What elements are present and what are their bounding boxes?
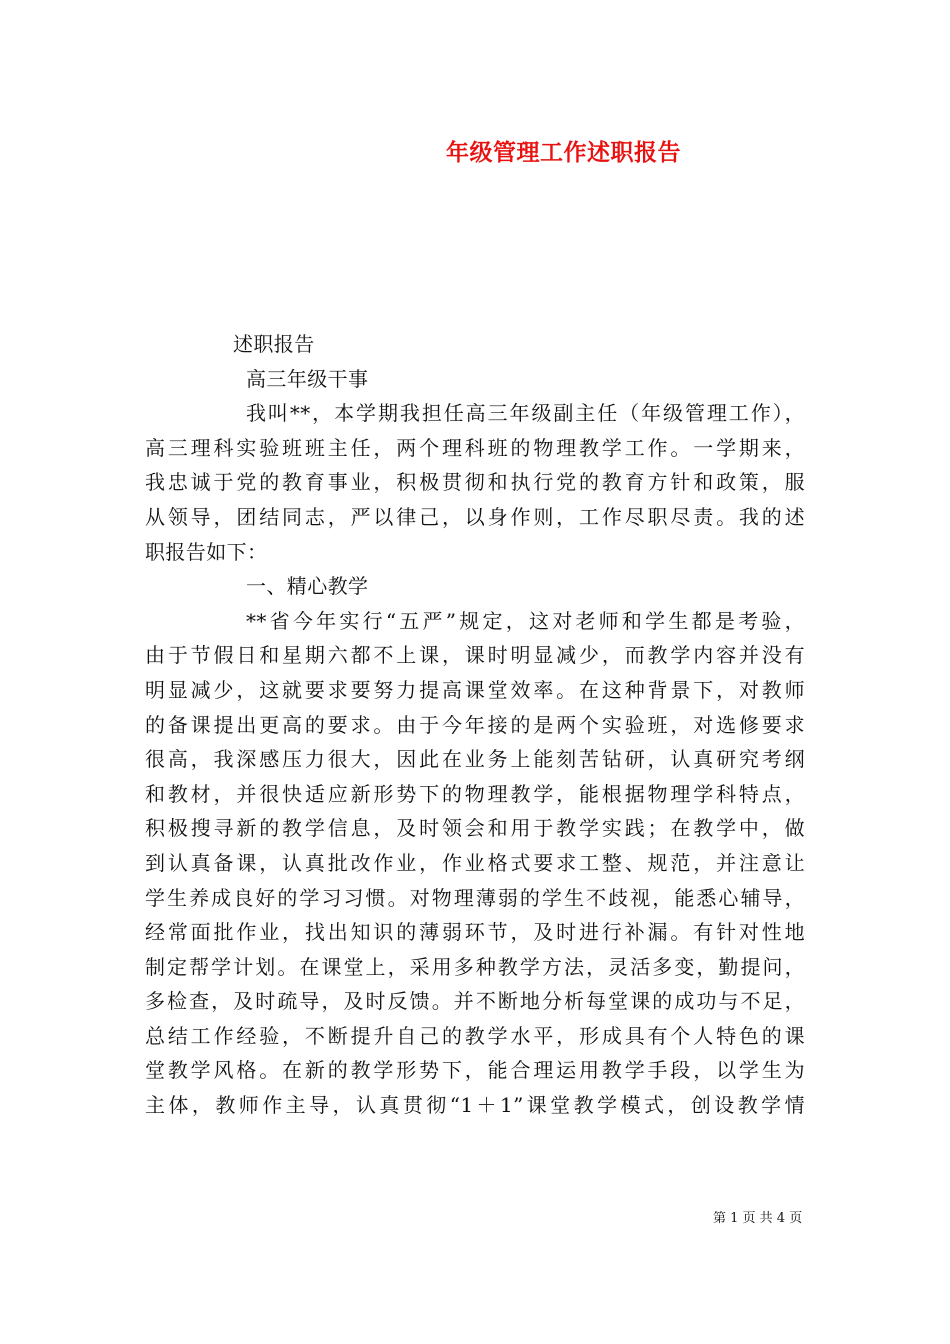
text-line: 明显减少，这就要求要努力提高课堂效率。在这种背景下，对教师: [145, 677, 805, 702]
text-line: 高三年级干事: [246, 366, 369, 391]
text-line: 很高，我深感压力很大，因此在业务上能刻苦钻研，认真研究考纲: [145, 747, 805, 772]
text-line: 我叫**，本学期我担任高三年级副主任（年级管理工作），: [246, 401, 805, 426]
text-line: 由于节假日和星期六都不上课，课时明显减少，而教学内容并没有: [145, 643, 805, 668]
document-title: 年级管理工作述职报告: [446, 139, 681, 166]
text-line: 从领导，团结同志，严以律己，以身作则，工作尽职尽责。我的述: [145, 504, 805, 529]
text-line: 职报告如下：: [145, 539, 268, 564]
text-line: 我忠诚于党的教育事业，积极贯彻和执行党的教育方针和政策，服: [145, 470, 805, 495]
text-line: 和教材，并很快适应新形势下的物理教学，能根据物理学科特点，: [145, 781, 805, 806]
text-line: 主体，教师作主导，认真贯彻“1＋1”课堂教学模式，创设教学情: [145, 1093, 805, 1118]
text-line: 制定帮学计划。在课堂上，采用多种教学方法，灵活多变，勤提问，: [145, 954, 805, 979]
text-line: 的备课提出更高的要求。由于今年接的是两个实验班，对选修要求: [145, 712, 805, 737]
text-line: 积极搜寻新的教学信息，及时领会和用于教学实践；在教学中，做: [145, 816, 805, 841]
section-heading: 一、精心教学: [246, 574, 369, 599]
text-line: 述职报告: [233, 332, 315, 356]
text-line: 学生养成良好的学习习惯。对物理薄弱的学生不歧视，能悉心辅导，: [145, 885, 805, 910]
document-body: [145, 327, 805, 1123]
text-line: 堂教学风格。在新的教学形势下，能合理运用教学手段，以学生为: [145, 1058, 805, 1083]
text-line: 多检查，及时疏导，及时反馈。并不断地分析每堂课的成功与不足，: [145, 989, 805, 1014]
text-line: 到认真备课，认真批改作业，作业格式要求工整、规范，并注意让: [145, 850, 805, 875]
text-line: 高三理科实验班班主任，两个理科班的物理教学工作。一学期来，: [145, 435, 805, 460]
text-line: 总结工作经验，不断提升自己的教学水平，形成具有个人特色的课: [145, 1023, 805, 1048]
text-line: **省今年实行“五严”规定，这对老师和学生都是考验，: [246, 608, 805, 633]
text-line: 经常面批作业，找出知识的薄弱环节，及时进行补漏。有针对性地: [145, 920, 805, 945]
page-number-footer: 第 1 页 共 4 页: [713, 1211, 803, 1226]
